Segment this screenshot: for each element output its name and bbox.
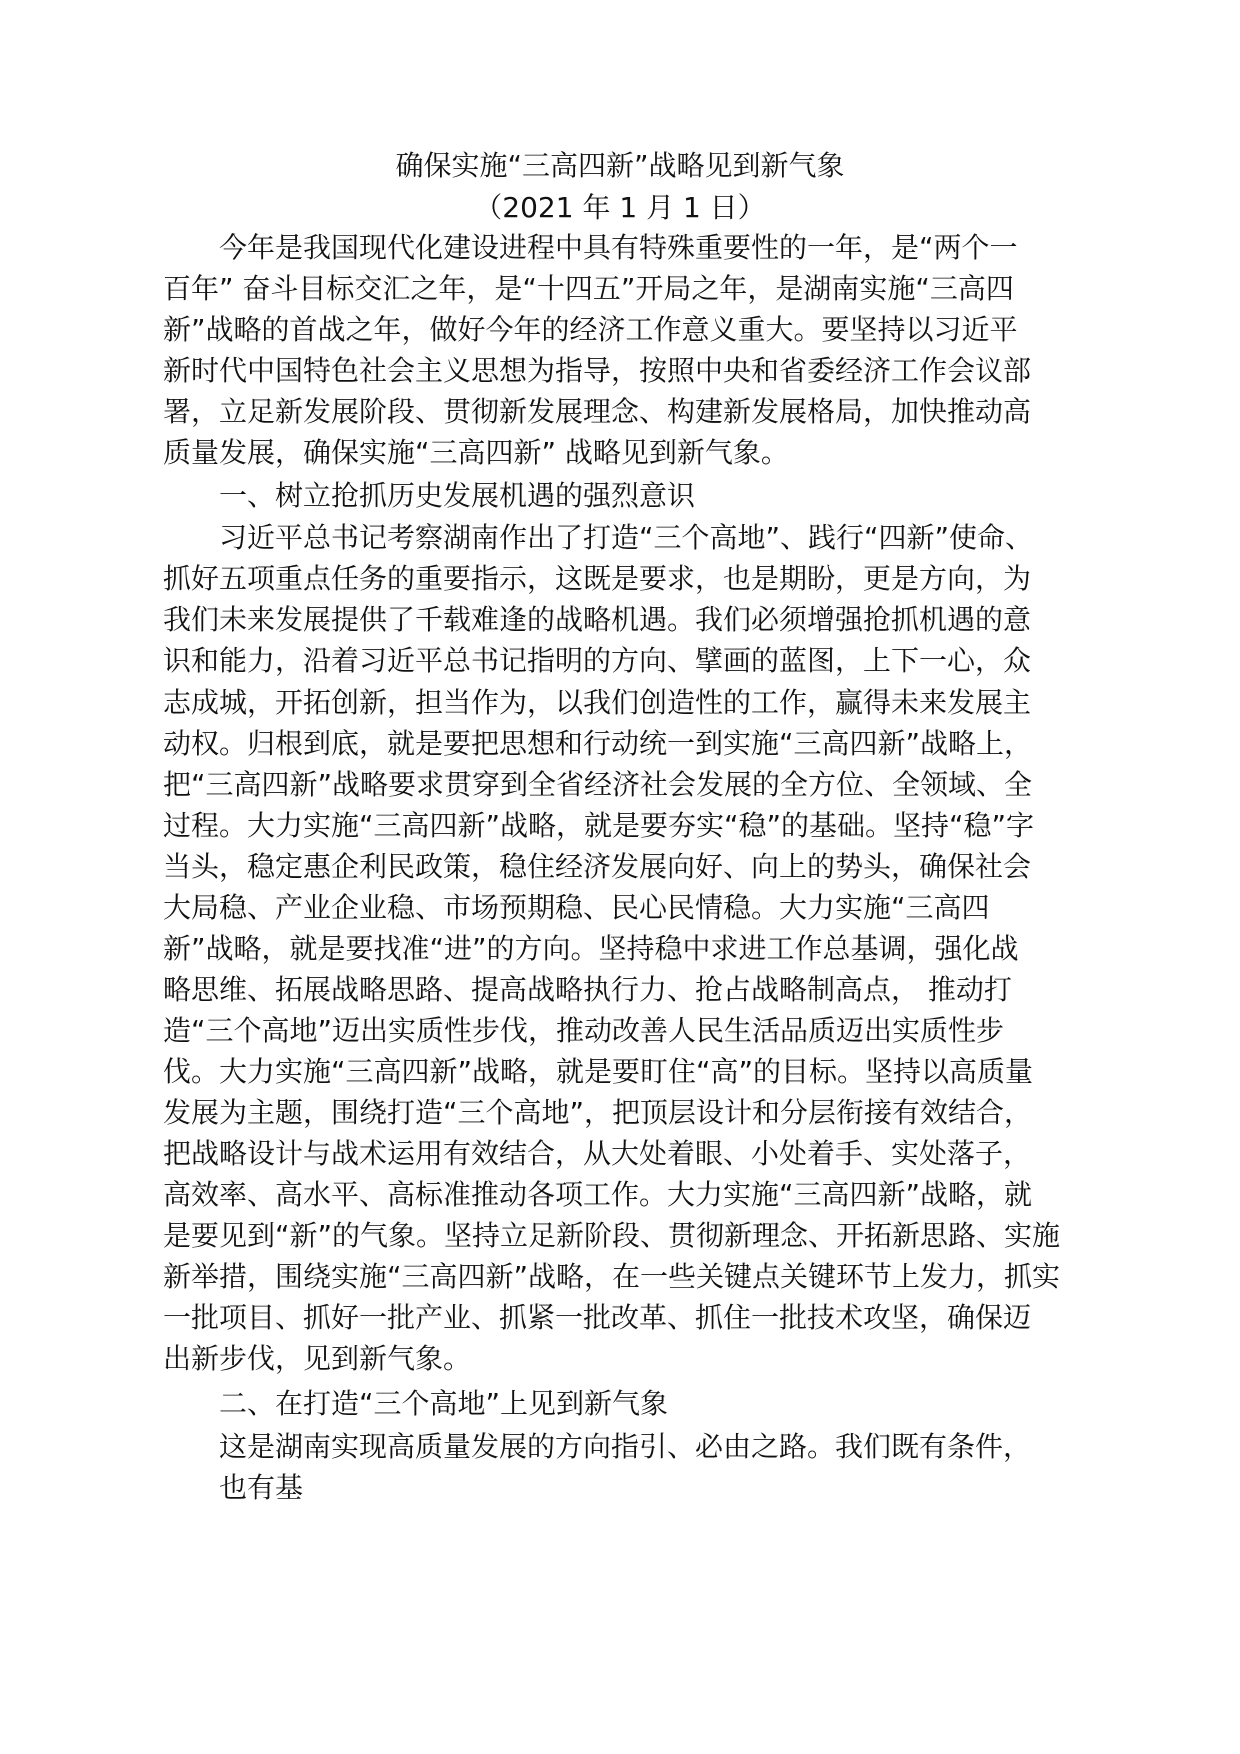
body-line: 我们未来发展提供了千载难逢的战略机遇。我们必须增强抢抓机遇的意 xyxy=(163,603,1032,636)
body-line: 新举措，围绕实施“三高四新”战略，在一些关键点关键环节上发力，抓实 xyxy=(163,1260,1061,1293)
body-line: 新”战略，就是要找准“进”的方向。坚持稳中求进工作总基调，强化战 xyxy=(163,932,1019,965)
section-heading: 一、树立抢抓历史发展机遇的强烈意识 xyxy=(163,479,696,512)
body-line: 百年” 奋斗目标交汇之年，是“十四五”开局之年，是湖南实施“三高四 xyxy=(163,272,1014,305)
body-line: 新”战略的首战之年，做好今年的经济工作意义重大。要坚持以习近平 xyxy=(163,313,1018,346)
body-line: 把“三高四新”战略要求贯穿到全省经济社会发展的全方位、全领域、全 xyxy=(163,768,1033,801)
section-heading: 二、在打造“三个高地”上见到新气象 xyxy=(163,1387,669,1420)
body-line: 伐。大力实施“三高四新”战略，就是要盯住“高”的目标。坚持以高质量 xyxy=(163,1055,1034,1088)
document-title: 确保实施“三高四新”战略见到新气象 xyxy=(395,149,845,182)
body-line: 高效率、高水平、高标准推动各项工作。大力实施“三高四新”战略，就 xyxy=(163,1178,1033,1211)
body-line: 也有基 xyxy=(163,1471,304,1504)
body-line: 发展为主题，围绕打造“三个高地”，把顶层设计和分层衔接有效结合， xyxy=(163,1096,1033,1129)
body-line: 新时代中国特色社会主义思想为指导，按照中央和省委经济工作会议部 xyxy=(163,354,1032,387)
body-line: 志成城，开拓创新，担当作为，以我们创造性的工作，赢得未来发展主 xyxy=(163,686,1032,719)
document-date: （2021 年 1 月 1 日） xyxy=(474,191,766,224)
body-line: 当头，稳定惠企利民政策，稳住经济发展向好、向上的势头，确保社会 xyxy=(163,850,1032,883)
body-line: 署，立足新发展阶段、贯彻新发展理念、构建新发展格局，加快推动高 xyxy=(163,395,1032,428)
body-line: 识和能力，沿着习近平总书记指明的方向、擘画的蓝图，上下一心，众 xyxy=(163,644,1032,677)
body-line: 把战略设计与战术运用有效结合，从大处着眼、小处着手、实处落子， xyxy=(163,1137,1032,1170)
body-line: 抓好五项重点任务的重要指示，这既是要求，也是期盼，更是方向，为 xyxy=(163,562,1032,595)
body-line: 是要见到“新”的气象。坚持立足新阶段、贯彻新理念、开拓新思路、实施 xyxy=(163,1219,1061,1252)
body-line: 今年是我国现代化建设进程中具有特殊重要性的一年，是“两个一 xyxy=(163,231,1018,264)
body-line: 这是湖南实现高质量发展的方向指引、必由之路。我们既有条件， xyxy=(163,1430,1032,1463)
body-line: 一批项目、抓好一批产业、抓紧一批改革、抓住一批技术攻坚，确保迈 xyxy=(163,1301,1032,1334)
body-line: 习近平总书记考察湖南作出了打造“三个高地”、践行“四新”使命、 xyxy=(163,521,1034,554)
body-line: 出新步伐，见到新气象。 xyxy=(163,1342,472,1375)
body-line: 造“三个高地”迈出实质性步伐，推动改善人民生活品质迈出实质性步 xyxy=(163,1014,1005,1047)
body-line: 动权。归根到底，就是要把思想和行动统一到实施“三高四新”战略上， xyxy=(163,727,1033,760)
body-line: 质量发展，确保实施“三高四新” 战略见到新气象。 xyxy=(163,436,789,469)
body-line: 大局稳、产业企业稳、市场预期稳、民心民情稳。大力实施“三高四 xyxy=(163,891,990,924)
body-line: 过程。大力实施“三高四新”战略，就是要夯实“稳”的基础。坚持“稳”字 xyxy=(163,809,1035,842)
body-line: 略思维、拓展战略思路、提高战略执行力、抢占战略制高点， 推动打 xyxy=(163,973,1012,1006)
